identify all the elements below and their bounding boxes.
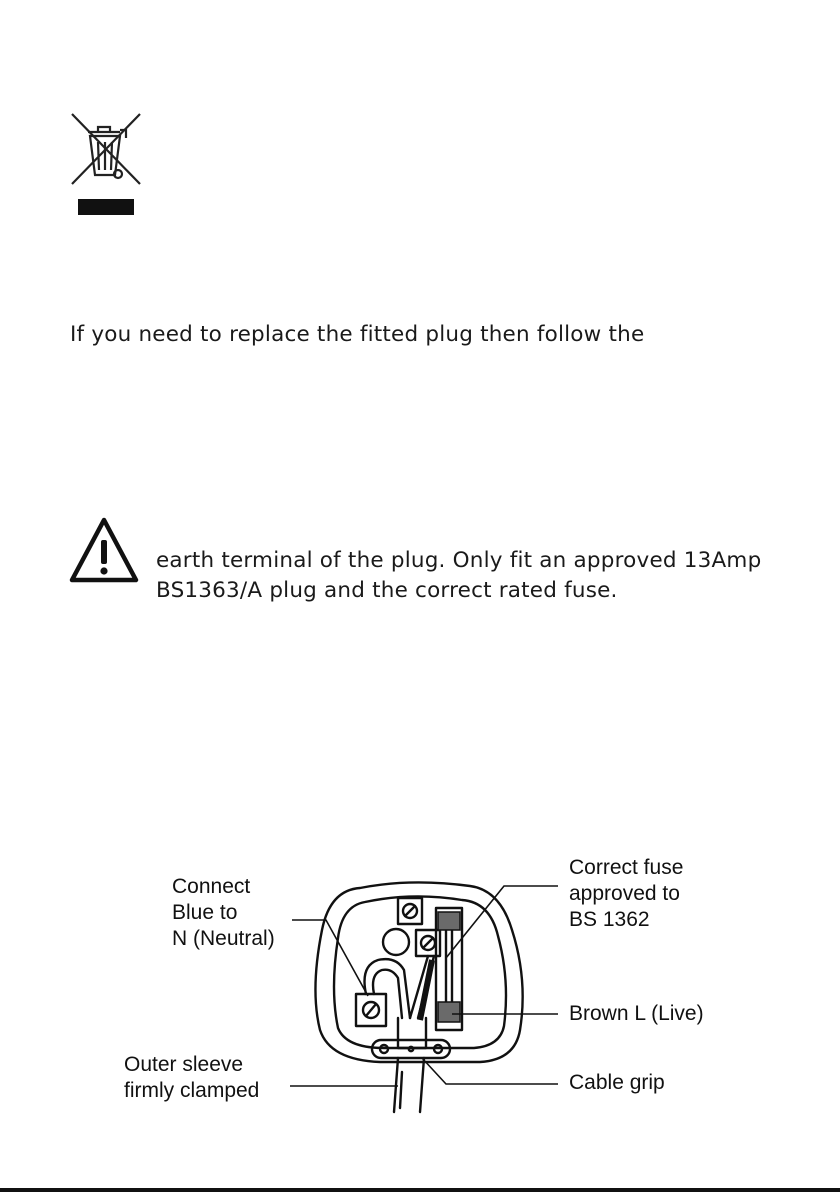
label-neutral: Connect Blue to N (Neutral) (172, 875, 275, 950)
weee-symbol (68, 112, 144, 220)
page-bottom-rule (0, 1188, 840, 1192)
intro-text: If you need to replace the fitted plug then follow the (70, 322, 645, 347)
warning-line-1: earth terminal of the plug. Only fit an approved 13Amp (156, 548, 762, 573)
label-sleeve: Outer sleeve firmly clamped (124, 1053, 260, 1102)
label-fuse: Correct fuse approved to BS 1362 (569, 856, 684, 931)
warning-block (68, 516, 140, 586)
plug-drawing (0, 850, 840, 1150)
warning-line-2: BS1363/A plug and the correct rated fuse. (156, 578, 618, 603)
label-live: Brown L (Live) (569, 1002, 704, 1025)
warning-triangle-icon (68, 516, 140, 586)
label-cable-grip: Cable grip (569, 1071, 665, 1094)
plug-wiring-diagram (0, 850, 840, 1150)
crossed-out-wheelie-bin-icon (68, 112, 144, 220)
